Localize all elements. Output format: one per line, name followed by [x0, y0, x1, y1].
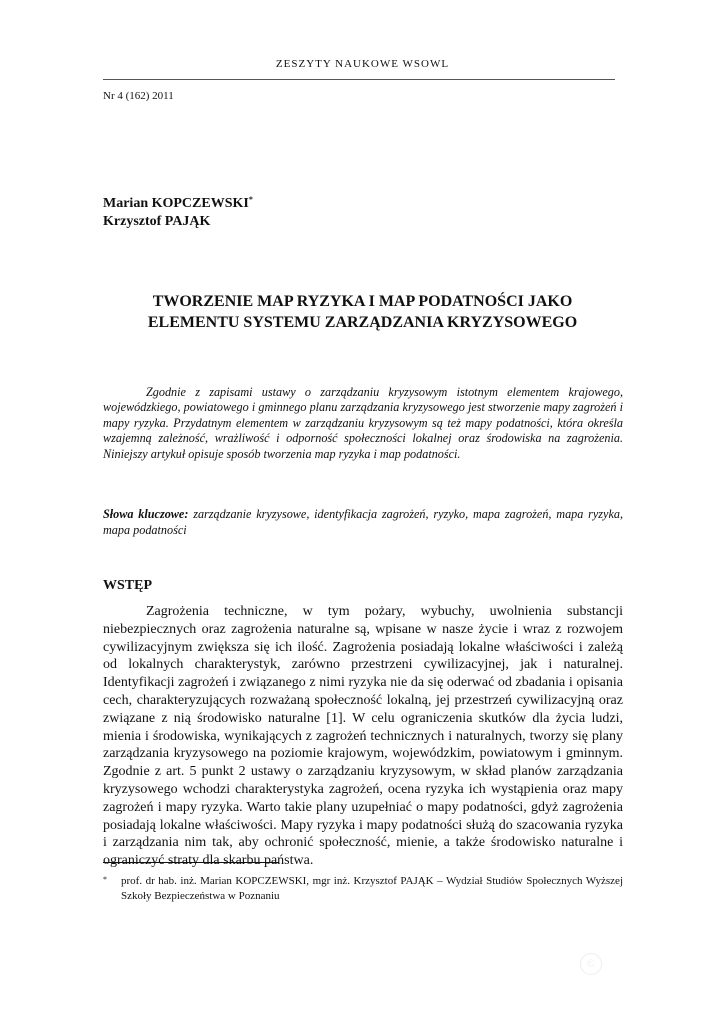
body-paragraph: Zagrożenia techniczne, w tym pożary, wybuchy, uwolnienia substancji niebezpiecznych oraz zagrożenia naturalne są, wpisane w nasze życie i wraz z rozwojem cywilizacyjnym zwiększa się ich ilość. Zagrożenia posiadają lokalne właściwości i zależą od lokalnych charakterystyk, zarówno przestrzeni cywilizacyjnej, jak i naturalnej. Identyfikacji zagrożeń i związanego z nimi ryzyka nie da się oderwać od zbadania i opisania cech, charakteryzujących rozważaną społeczność lokalną, jej przestrzeń cywilizacyjną oraz związane z nią środowisko naturalne [1]. W celu ograniczenia skutków dla życia ludzi, mienia i środowiska, wynikających z zagrożeń technicznych i naturalnych, tworzy się plany zarządzania kryzysowego na poziomie krajowym, wojewódzkim, powiatowym i gminnym. Zgodnie z art. 5 punkt 2 ustawy o zarządzaniu kryzysowym, w skład planów zarządzania kryzysowego wchodzi charakterystyka zagrożeń, ocena ryzyka ich wystąpienia oraz mapy zagrożeń i mapy ryzyka. Warto takie plany uzupełniać o mapy podatności, gdyż zagrożenia posiadają lokalne właściwości. Mapy ryzyka i mapy podatności służą do szacowania ryzyka i zarządzania nim tak, aby ochronić społeczność, mienie, a także środowisko naturalne i ograniczyć straty dla skarbu państwa. — [103, 604, 623, 869]
title-line-1: TWORZENIE MAP RYZYKA I MAP PODATNOŚCI JAKO — [152, 293, 573, 310]
author-2 — [103, 213, 253, 231]
author-2-name: Krzysztof PAJĄK — [103, 214, 211, 229]
header-divider — [103, 79, 615, 80]
author-1 — [103, 191, 253, 213]
footnote-text: prof. dr hab. inż. Marian KOPCZEWSKI, mgr inż. Krzysztof PAJĄK – Wydział Studiów Społecznych Wyższej Szkoły Bezpieczeństwa w Poznaniu — [121, 875, 623, 902]
footnote-divider — [103, 862, 279, 863]
author-list — [103, 191, 253, 231]
author-1-name: Marian KOPCZEWSKI — [103, 196, 249, 211]
keywords-label: Słowa kluczowe: — [103, 507, 189, 521]
abstract: Zgodnie z zapisami ustawy o zarządzaniu kryzysowym istotnym elementem krajowego, wojewódzkiego, powiatowego i gminnego planu zarządzania kryzysowego jest stworzenie mapy zagrożeń i mapy ryzyka. Przydatnym elementem w zarządzaniu kryzysowym są też mapy podatności, która określa wzajemną zależność, wrażliwość i odporność społeczności lokalnej oraz środowiska na zagrożenia. Niniejszy artykuł opisuje sposób tworzenia map ryzyka i map podatności. — [103, 385, 623, 461]
section-heading: WSTĘP — [103, 578, 153, 593]
watermark-icon: © — [580, 953, 602, 975]
article-title — [100, 291, 625, 333]
journal-title: ZESZYTY NAUKOWE WSOWL — [275, 58, 450, 70]
issue-number: Nr 4 (162) 2011 — [103, 90, 174, 102]
footnote — [103, 874, 623, 904]
keywords-text: zarządzanie kryzysowe, identyfikacja zagrożeń, ryzyko, mapa zagrożeń, mapa ryzyka, mapa podatności — [103, 507, 624, 537]
footnote-mark: * — [103, 875, 107, 884]
keywords — [103, 506, 623, 538]
title-line-2: ELEMENTU SYSTEMU ZARZĄDZANIA KRYZYSOWEGO — [147, 314, 578, 331]
author-1-footnote-mark: * — [248, 195, 253, 204]
